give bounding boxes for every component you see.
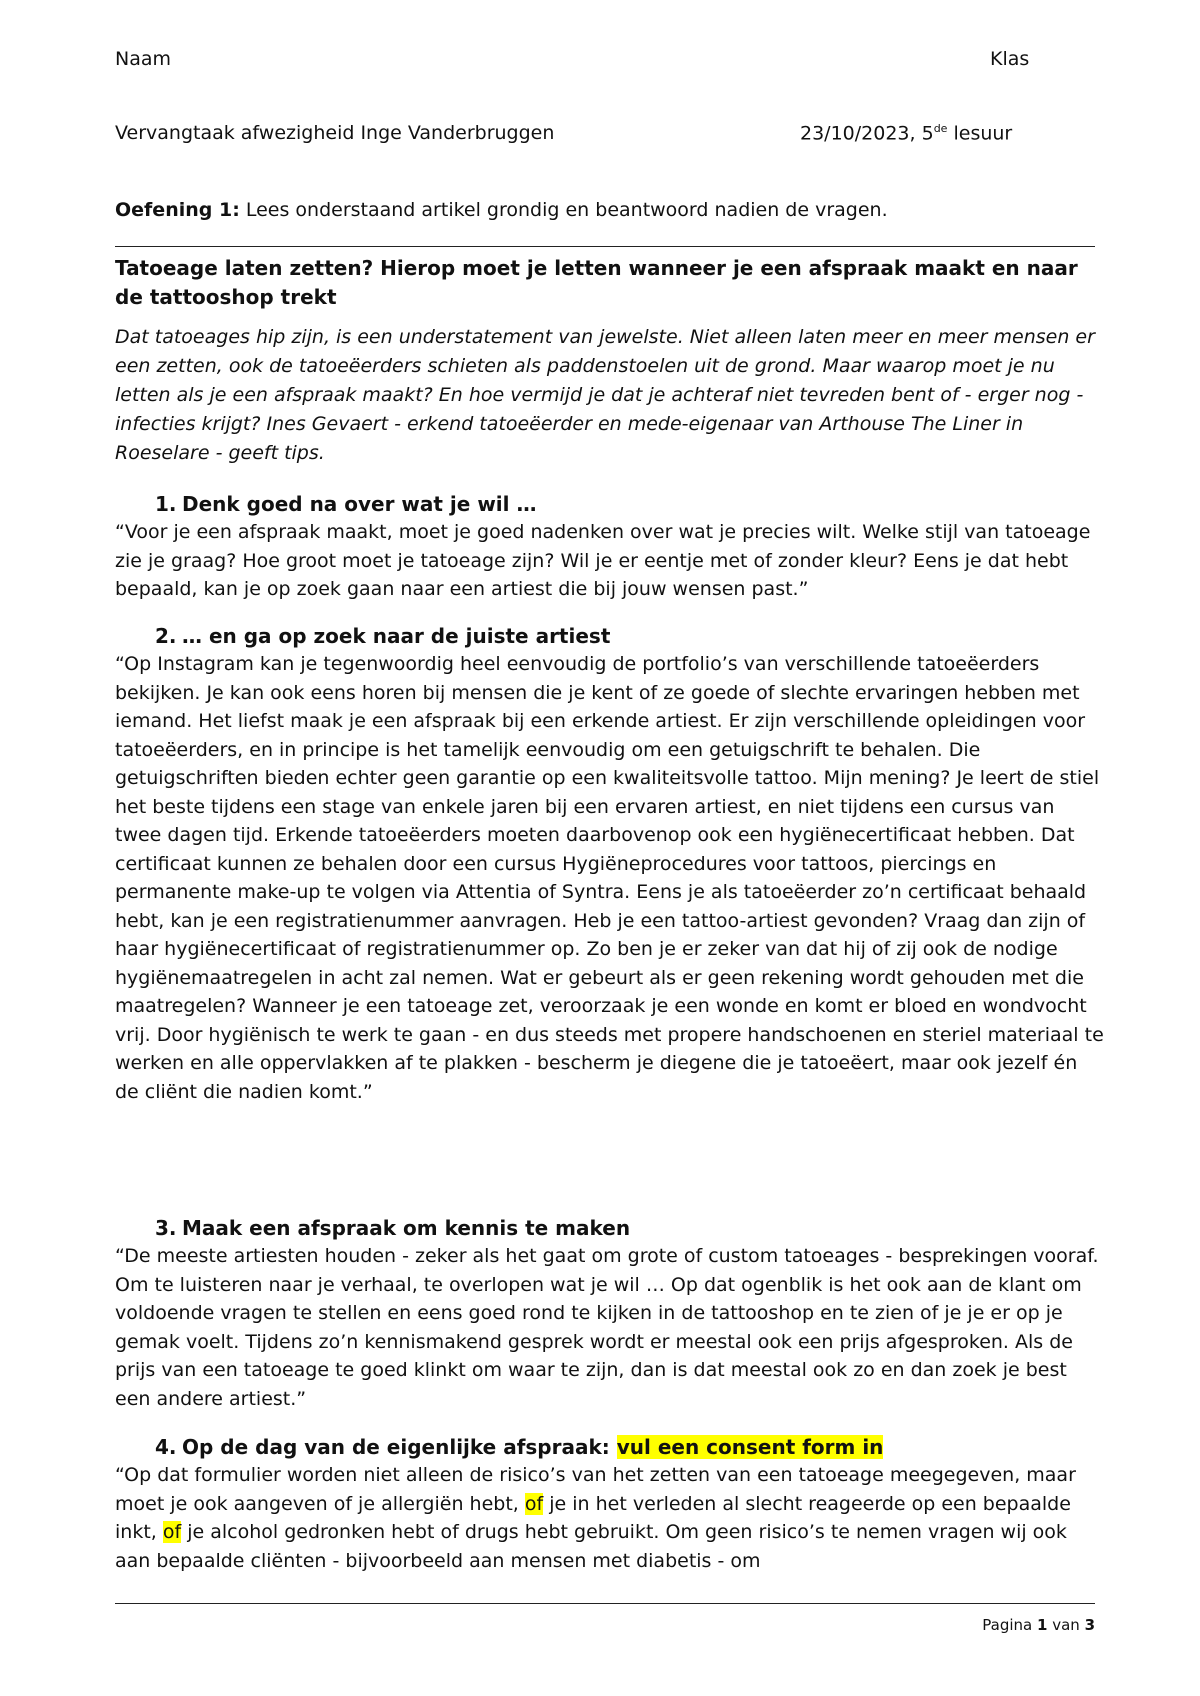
highlighted-word: of [524,1492,544,1515]
section-text: “Op dat formulier worden niet alleen de risico’s van het zetten van een tatoeage meegegeven, maar moet je ook aangeven of je allergiën hebt, of je in het verleden al slecht reageerde op een bepaalde inkt, of je alcohol gedronken hebt of drugs hebt gebruikt. Om geen risico’s te nemen vragen wij ook aan bepaalde cliënten - bijvoorbeeld aan mensen met diabetis - om [115,1464,1076,1572]
top-divider [115,246,1095,247]
task-title: Vervangtaak afwezigheid Inge Vanderbruggen [115,122,555,144]
article-intro: Dat tatoeages hip zijn, is een understatement van jewelste. Niet alleen laten meer en meer mensen er een zetten, ook de tatoeëerders schieten als paddenstoelen uit de grond. Maar waarop moet je nu letten als je een afspraak maakt? En hoe vermijd je dat je achteraf niet tevreden bent of - erger nog - infecties krijgt? Ines Gevaert - erkend tatoeëerder en mede-eigenaar van Arthouse The Liner in Roeselare - geeft tips. [115,326,1095,464]
section-heading: 2. … en ga op zoek naar de juiste artiest [155,624,611,648]
exercise-text: Lees onderstaand artikel grondig en beantwoord nadien de vragen. [239,199,888,221]
section-heading: 4. Op de dag van de eigenlijke afspraak: vul een consent form in [155,1435,884,1459]
section-2 [115,622,1105,1106]
section-heading: 3. Maak een afspraak om kennis te maken [155,1216,631,1240]
section-4 [115,1433,1105,1575]
section-text: “Op Instagram kan je tegenwoordig heel eenvoudig de portfolio’s van verschillende tatoeëerders bekijken. Je kan ook eens horen bij mensen die je kent of ze goede of slechte ervaringen hebben met iemand. Het liefst maak je een afspraak bij een erkende artiest. Er zijn verschillende opleidingen voor tatoeëerders, en in principe is het tamelijk eenvoudig om een getuigschrift te behalen. Die getuigschriften bieden echter geen garantie op een kwaliteitsvolle tattoo. Mijn mening? Je leert de stiel het beste tijdens een stage van enkele jaren bij een ervaren artiest, en niet tijdens een cursus van twee dagen tijd. Erkende tatoeëerders moeten daarbovenop ook een hygiënecertificaat hebben. Dat certificaat kunnen ze behalen door een cursus Hygiëneprocedures voor tattoos, piercings en permanente make-up te volgen via Attentia of Syntra. Eens je als tatoeëerder zo’n certificaat behaald hebt, kan je een registratienummer aanvragen. Heb je een tattoo-artiest gevonden? Vraag dan zijn of haar hygiënecertificaat of registratienummer op. Zo ben je er zeker van dat hij of zij ook de nodige hygiënemaatregelen in acht zal nemen. Wat er gebeurt als er geen rekening wordt gehouden met die maatregelen? Wanneer je een tatoeage zet, veroorzaak je een wonde en komt er bloed en wondvocht vrij. Door hygiënisch te werk te gaan - en dus steeds met propere handschoenen en steriel materiaal te werken en alle oppervlakken af te plakken - bescherm je diegene die je tatoeëert, maar ook jezelf én de cliënt die nadien komt.” [115,653,1104,1103]
section-text: “De meeste artiesten houden - zeker als het gaat om grote of custom tatoeages - besprekingen vooraf. Om te luisteren naar je verhaal, te overlopen wat je wil … Op dat ogenblik is het ook aan de klant om voldoende vragen te stellen en eens goed rond te kijken in de tattooshop en te zien of je je er op je gemak voelt. Tijdens zo’n kennismakend gesprek wordt er meestal ook een prijs afgesproken. Als de prijs van een tatoeage te goed klinkt om waar te zijn, dan is dat meestal ook zo en dan zoek je best een andere artiest.” [115,1245,1099,1410]
highlighted-word: of [162,1521,182,1543]
exercise-label: Oefening 1: [115,199,240,221]
page-number: Pagina 1 van 3 [982,1616,1095,1634]
section-3 [115,1214,1105,1413]
name-label: Naam [115,48,172,70]
section-text: “Voor je een afspraak maakt, moet je goed nadenken over wat je precies wilt. Welke stijl van tatoeage zie je graag? Hoe groot moet je tatoeage zijn? Wil je er eentje met of zonder kleur? Eens je dat hebt bepaald, kan je op zoek gaan naar een artiest die bij jouw wensen past.” [115,521,1091,600]
date-suffix: lesuur [947,122,1013,145]
footer-divider [115,1603,1095,1604]
highlighted-heading: vul een consent form in [616,1435,884,1459]
section-1 [115,490,1105,604]
exercise-instruction [115,199,888,221]
date-lesson [800,122,1012,144]
class-label: Klas [990,48,1030,70]
date-superscript: de [933,122,948,135]
date-text: 23/10/2023, 5 [800,122,934,145]
article-title: Tatoeage laten zetten? Hierop moet je letten wanneer je een afspraak maakt en naar de tattooshop trekt [115,256,1078,309]
section-heading: 1. Denk goed na over wat je wil … [155,492,537,516]
